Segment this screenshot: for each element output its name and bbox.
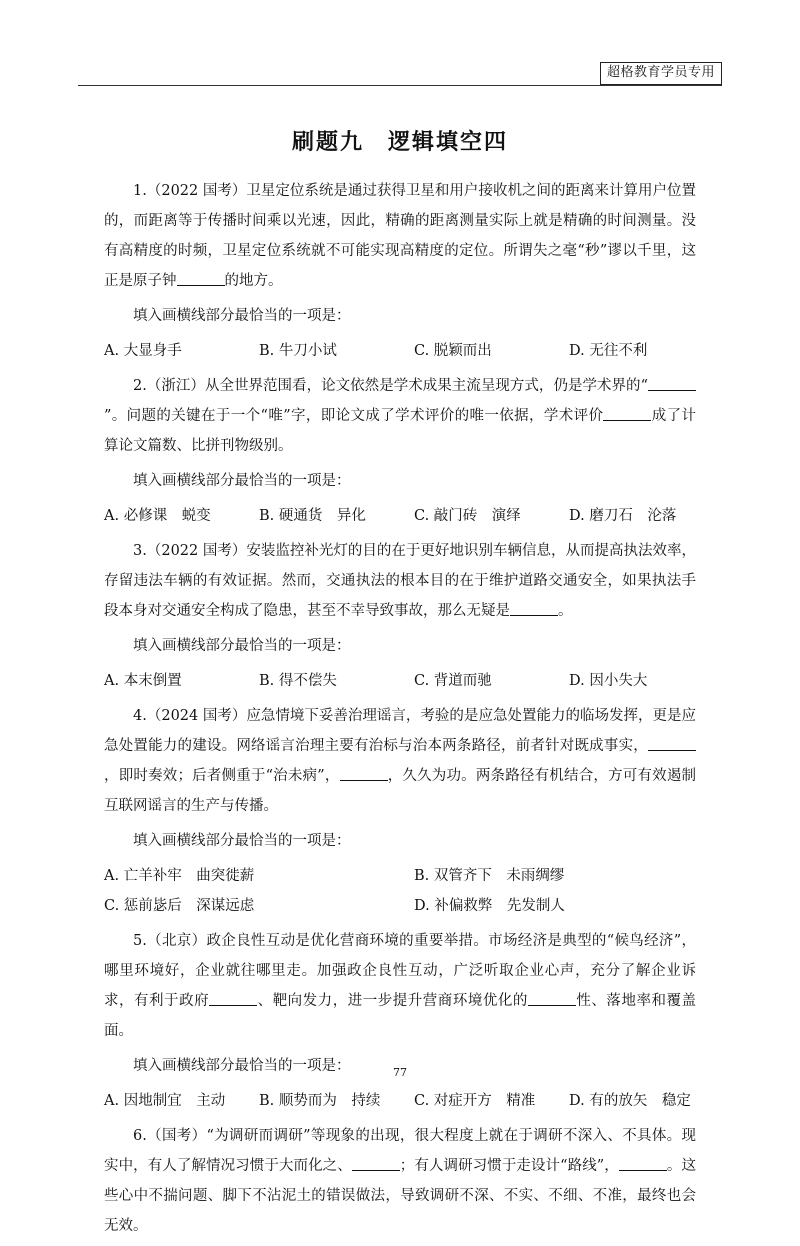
option-c: C. 对症开方 精准 xyxy=(414,1093,536,1109)
answer-blank xyxy=(648,736,696,751)
answer-blank xyxy=(352,1156,400,1171)
option-c: C. 惩前毖后 深谋远虑 xyxy=(104,898,255,914)
question-text: 1.（2022 国考）卫星定位系统是通过获得卫星和用户接收机之间的距离来计算用户位置的，而距离等于传播时间乘以光速，因此，精确的距离测量实际上就是精确的时间测量。没有高精度的时频，卫星定位系统就不可能实现高精度的定位。所谓失之毫“秒”谬以千里，这正是原子钟 xyxy=(104,183,696,289)
answer-blank xyxy=(603,406,651,421)
answer-blank xyxy=(648,376,696,391)
question-prompt: 填入画横线部分最恰当的一项是： xyxy=(133,473,351,489)
question-text: 。 xyxy=(558,603,573,619)
option-d: D. 因小失大 xyxy=(569,673,648,689)
option-c: C. 敲门砖 演绎 xyxy=(414,508,521,524)
option-a: A. 亡羊补牢 曲突徙薪 xyxy=(104,868,255,884)
question-prompt: 填入画横线部分最恰当的一项是： xyxy=(133,1058,351,1074)
page-title: 刷题九 逻辑填空四 xyxy=(291,130,508,155)
question-text: ”。问题的关键在于一个“唯”字，即论文成了学术评价的唯一依据，学术评价 xyxy=(104,408,604,424)
page-number: 77 xyxy=(393,1066,407,1079)
question-text: 成了计算论文篇数、比拼刊物级别。 xyxy=(104,408,696,454)
question-5 xyxy=(104,926,696,1046)
question-text: 2.（浙江）从全世界范围看，论文依然是学术成果主流呈现方式，仍是学术界的“ xyxy=(133,378,648,394)
option-a: A. 必修课 蜕变 xyxy=(104,508,211,524)
question-2 xyxy=(104,371,696,461)
option-a: A. 因地制宜 主动 xyxy=(104,1093,226,1109)
exclusive-use-stamp: 超格教育学员专用 xyxy=(600,62,722,85)
option-b: B. 顺势而为 持续 xyxy=(259,1093,381,1109)
question-text: 、靶向发力，进一步提升营商环境优化的 xyxy=(257,993,528,1009)
options-4 xyxy=(104,861,696,921)
option-b: B. 双管齐下 未雨绸缪 xyxy=(414,868,565,884)
option-d: D. 有的放矢 稳定 xyxy=(569,1093,691,1109)
question-prompt: 填入画横线部分最恰当的一项是： xyxy=(133,308,351,324)
question-text: 5.（北京）政企良性互动是优化营商环境的重要举措。市场经济是典型的“候鸟经济”，哪里环境好，企业就往哪里走。加强政企良性互动，广泛听取企业心声，充分了解企业诉求，有利于政府 xyxy=(104,933,696,1009)
option-c: C. 背道而驰 xyxy=(414,673,492,689)
option-a: A. 大显身手 xyxy=(104,343,182,359)
answer-blank xyxy=(510,601,558,616)
question-text: 6.（国考）“为调研而调研”等现象的出现，很大程度上就在于调研不深入、不具体。现实中，有人了解情况习惯于大而化之、 xyxy=(104,1128,696,1174)
answer-blank xyxy=(209,991,257,1006)
answer-blank xyxy=(528,991,576,1006)
options-5 xyxy=(104,1086,696,1116)
question-text: 4.（2024 国考）应急情境下妥善治理谣言，考验的是应急处置能力的临场发挥，更是应急处置能力的建设。网络谣言治理主要有治标与治本两条路径，前者针对既成事实， xyxy=(104,708,696,754)
option-b: B. 牛刀小试 xyxy=(259,343,337,359)
answer-blank xyxy=(340,766,388,781)
question-list xyxy=(104,176,696,1246)
option-a: A. 本末倒置 xyxy=(104,673,182,689)
option-c: C. 脱颖而出 xyxy=(414,343,492,359)
option-b: B. 硬通货 异化 xyxy=(259,508,366,524)
question-text: ，久久为功。两条路径有机结合，方可有效遏制互联网谣言的生产与传播。 xyxy=(104,768,697,814)
question-4 xyxy=(104,701,696,821)
option-d: D. 磨刀石 沦落 xyxy=(569,508,677,524)
question-prompt: 填入画横线部分最恰当的一项是： xyxy=(133,833,351,849)
header-rule xyxy=(78,85,722,86)
answer-blank xyxy=(177,271,225,286)
option-d: D. 补偏救弊 先发制人 xyxy=(414,898,565,914)
question-text: 的地方。 xyxy=(224,273,283,289)
question-3 xyxy=(104,536,696,626)
question-text: 。这些心中不揣问题、脚下不沾泥土的错误做法，导致调研不深、不实、不细、不准，最终也会无效。 xyxy=(104,1158,696,1234)
question-6 xyxy=(104,1121,696,1241)
question-text: 3.（2022 国考）安装监控补光灯的目的在于更好地识别车辆信息，从而提高执法效率，存留违法车辆的有效证据。然而，交通执法的根本目的在于维护道路交通安全，如果执法手段本身对交通安全构成了隐患，甚至不幸导致事故，那么无疑是 xyxy=(104,543,696,619)
option-d: D. 无往不利 xyxy=(569,343,648,359)
options-3 xyxy=(104,666,696,696)
question-text: 性、落地率和覆盖面。 xyxy=(104,993,697,1039)
answer-blank xyxy=(619,1156,667,1171)
question-text: ，即时奏效；后者侧重于“治未病”， xyxy=(104,768,340,784)
options-2 xyxy=(104,501,696,531)
question-text: ；有人调研习惯于走设计“路线”， xyxy=(399,1158,619,1174)
option-b: B. 得不偿失 xyxy=(259,673,337,689)
question-prompt: 填入画横线部分最恰当的一项是： xyxy=(133,638,351,654)
options-1 xyxy=(104,336,696,366)
question-1 xyxy=(104,176,696,296)
